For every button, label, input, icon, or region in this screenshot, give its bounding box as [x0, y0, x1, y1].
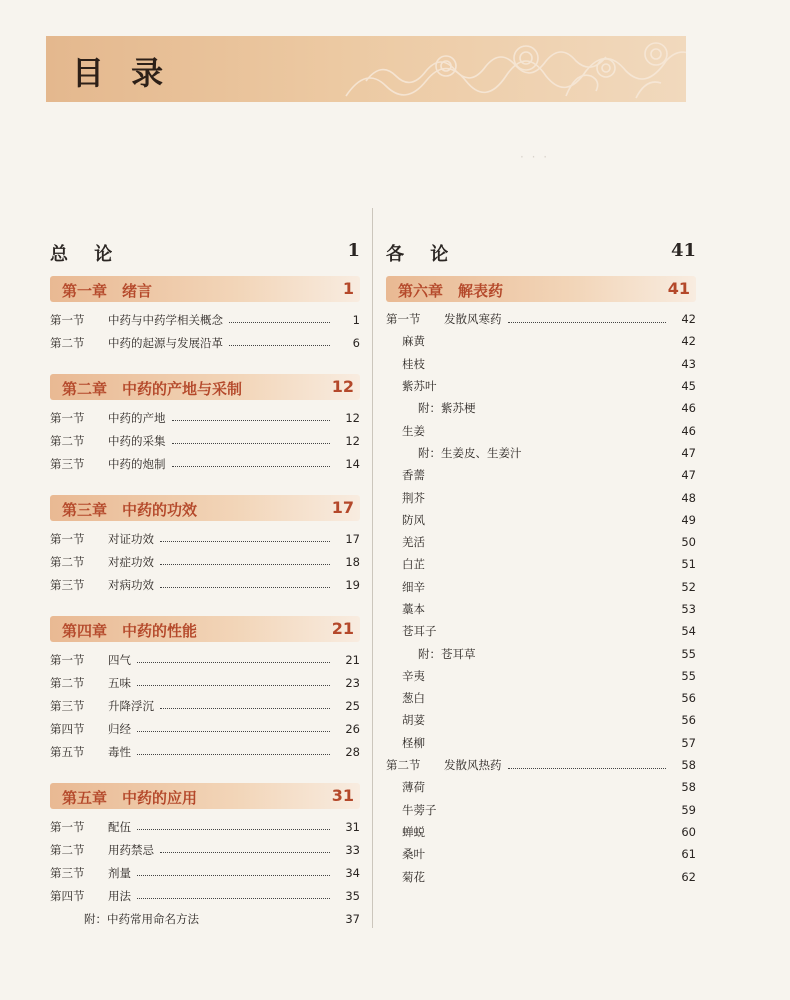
section-number: 第二节	[50, 433, 85, 448]
entry-title: 紫苏叶	[402, 379, 437, 394]
entry-title: 对症功效	[108, 554, 154, 569]
entry-title: 中药的产地	[108, 410, 166, 425]
entry-title: 羌活	[402, 535, 425, 550]
page-number: 58	[681, 780, 696, 795]
leader-dots	[172, 466, 331, 467]
page-number: 14	[345, 456, 360, 471]
entry-title: 四气	[108, 652, 131, 667]
entry-title: 薄荷	[402, 780, 425, 795]
toc-row[interactable]	[386, 799, 696, 821]
section-number: 第一节	[50, 312, 85, 327]
leader-dots	[160, 852, 330, 853]
section-number: 第三节	[50, 865, 85, 880]
toc-row[interactable]	[386, 509, 696, 531]
chapter-page: 12	[331, 377, 354, 396]
chapter-page: 17	[331, 498, 354, 517]
column-divider	[372, 208, 373, 928]
toc-row[interactable]	[50, 550, 360, 573]
toc-row[interactable]	[50, 861, 360, 884]
entry-title: 附：苍耳草	[418, 646, 476, 661]
leader-dots	[137, 754, 330, 755]
page-number: 52	[681, 579, 696, 594]
section-number: 第二节	[50, 842, 85, 857]
section-number: 第四节	[50, 888, 85, 903]
page-number: 43	[681, 356, 696, 371]
page-number: 34	[345, 865, 360, 880]
toc-row[interactable]	[50, 694, 360, 717]
page-number: 58	[681, 758, 696, 773]
section-number: 第三节	[50, 698, 85, 713]
toc-row[interactable]	[50, 406, 360, 429]
toc-row[interactable]	[386, 687, 696, 709]
chapter-heading[interactable]	[50, 616, 360, 642]
leader-dots	[137, 685, 330, 686]
section-number: 第三节	[50, 577, 85, 592]
page-number: 47	[681, 445, 696, 460]
page-number: 53	[681, 602, 696, 616]
entry-title: 葱白	[402, 691, 425, 706]
left-column	[50, 240, 360, 930]
page-number: 48	[681, 490, 696, 505]
page-number: 54	[681, 624, 696, 639]
page-number: 55	[681, 646, 696, 661]
page-number: 56	[681, 713, 696, 728]
toc-row-appendix[interactable]	[50, 907, 360, 930]
chapter-title: 第一章 绪言	[62, 282, 153, 300]
entry-title: 五味	[108, 675, 131, 690]
chapter-page: 41	[667, 279, 690, 298]
page-number: 62	[681, 869, 696, 884]
section-number: 第一节	[50, 652, 85, 667]
entry-title: 用药禁忌	[108, 842, 154, 857]
leader-dots	[160, 708, 330, 709]
entry-title: 胡荽	[402, 713, 425, 728]
page-number: 35	[345, 888, 360, 903]
page-number: 45	[681, 379, 696, 394]
toc-row[interactable]	[50, 429, 360, 452]
leader-dots	[137, 731, 330, 732]
entry-title: 对病功效	[108, 577, 154, 592]
part-title: 各 论	[386, 244, 459, 265]
section-number: 第四节	[50, 721, 85, 736]
leader-dots	[229, 345, 330, 346]
entry-title: 中药的炮制	[108, 456, 166, 471]
page-number: 33	[345, 842, 360, 857]
chapter-page: 1	[342, 279, 354, 298]
toc-row[interactable]	[386, 464, 696, 486]
entry-title: 附：中药常用命名方法	[84, 911, 199, 926]
toc-row[interactable]	[50, 648, 360, 671]
toc-row[interactable]	[386, 776, 696, 798]
leader-dots	[137, 662, 330, 663]
entry-title: 辛夷	[402, 668, 425, 683]
toc-title: 目 录	[72, 54, 172, 92]
page-number: 6	[352, 335, 360, 350]
section-number: 第三节	[50, 456, 85, 471]
section-number: 第二节	[50, 554, 85, 569]
toc-row[interactable]	[386, 821, 696, 843]
toc-row[interactable]	[50, 573, 360, 596]
entry-title: 藁本	[402, 602, 425, 616]
chapter-page: 21	[331, 619, 354, 638]
toc-row[interactable]	[50, 671, 360, 694]
entry-title: 牛蒡子	[402, 802, 437, 817]
page-number: 28	[345, 744, 360, 759]
entry-title: 毒性	[108, 744, 131, 759]
toc-row[interactable]	[50, 331, 360, 354]
part-title: 总 论	[50, 244, 123, 265]
toc-row[interactable]	[386, 442, 696, 464]
entry-title: 生姜	[402, 423, 425, 438]
page-number: 46	[681, 401, 696, 416]
toc-row[interactable]	[50, 308, 360, 331]
page-number: 46	[681, 423, 696, 438]
toc-row[interactable]	[386, 330, 696, 352]
chapter-heading[interactable]	[50, 495, 360, 521]
entry-title: 用法	[108, 888, 131, 903]
part-page: 41	[670, 240, 696, 261]
entry-title: 配伍	[108, 819, 131, 834]
part-page: 1	[347, 240, 360, 261]
page-number: 17	[345, 531, 360, 546]
entry-title: 细辛	[402, 579, 425, 594]
toc-row[interactable]	[50, 527, 360, 550]
chapter-title: 第五章 中药的应用	[62, 789, 198, 807]
toc-row[interactable]	[386, 531, 696, 553]
leader-dots	[160, 587, 330, 588]
section-number: 第一节	[386, 312, 421, 327]
chapter-title: 第六章 解表药	[398, 282, 504, 300]
page-number: 37	[345, 911, 360, 926]
toc-row[interactable]	[386, 732, 696, 754]
page-number: 55	[681, 668, 696, 683]
page-number: 47	[681, 468, 696, 483]
toc-row[interactable]	[386, 665, 696, 687]
leader-dots	[172, 420, 331, 421]
entry-title: 附：生姜皮、生姜汁	[418, 445, 522, 460]
page-number: 57	[681, 735, 696, 750]
page-number: 18	[345, 554, 360, 569]
entry-title: 桑叶	[402, 847, 425, 862]
toc-row[interactable]	[386, 865, 696, 887]
chapter-heading[interactable]	[386, 276, 696, 302]
chapter-title: 第三章 中药的功效	[62, 501, 198, 519]
toc-row[interactable]	[386, 843, 696, 865]
toc-row[interactable]	[50, 884, 360, 907]
page-number: 61	[681, 847, 696, 862]
section-number: 第二节	[50, 675, 85, 690]
entry-title: 菊花	[402, 869, 425, 884]
section-number: 第二节	[50, 335, 85, 350]
entry-title: 香薷	[402, 468, 425, 483]
page-number: 50	[681, 535, 696, 550]
toc-row[interactable]	[386, 598, 696, 620]
leader-dots	[137, 829, 330, 830]
toc-row[interactable]	[386, 397, 696, 419]
entry-title: 中药与中药学相关概念	[108, 312, 223, 327]
page-number: 60	[681, 824, 696, 839]
page-number: 49	[681, 512, 696, 527]
entry-title: 荆芥	[402, 490, 425, 505]
section-number: 第一节	[50, 531, 85, 546]
section-number: 第一节	[50, 410, 85, 425]
leader-dots	[160, 541, 330, 542]
toc-row[interactable]	[50, 452, 360, 475]
toc-banner	[46, 36, 686, 102]
entry-title: 附：紫苏梗	[418, 401, 476, 416]
page-number: 42	[681, 312, 696, 327]
part-heading-specific[interactable]	[386, 240, 696, 266]
entry-title: 防风	[402, 512, 425, 527]
chapter-title: 第四章 中药的性能	[62, 622, 198, 640]
toc-row[interactable]	[386, 419, 696, 441]
entry-title: 麻黄	[402, 334, 425, 349]
bleed-through-texture: · · ·	[520, 150, 550, 164]
toc-row[interactable]	[386, 486, 696, 508]
toc-row[interactable]	[386, 353, 696, 375]
entry-title: 中药的起源与发展沿革	[108, 335, 223, 350]
page-number: 19	[345, 577, 360, 592]
section-number: 第五节	[50, 744, 85, 759]
section-number: 第一节	[50, 819, 85, 834]
chapter-page: 31	[331, 786, 354, 805]
page-number: 12	[345, 410, 360, 425]
page-number: 1	[352, 312, 360, 327]
toc-row[interactable]	[50, 740, 360, 763]
toc-row[interactable]	[386, 754, 696, 776]
page-number: 26	[345, 721, 360, 736]
toc-row[interactable]	[386, 553, 696, 575]
page-number: 21	[345, 652, 360, 667]
chapter-heading[interactable]	[50, 276, 360, 302]
chapter-heading[interactable]	[50, 783, 360, 809]
entry-title: 升降浮沉	[108, 698, 154, 713]
entry-title: 白芷	[402, 557, 425, 572]
page-number: 42	[681, 334, 696, 349]
entry-title: 剂量	[108, 865, 131, 880]
leader-dots	[137, 898, 330, 899]
toc-row[interactable]	[50, 717, 360, 740]
leader-dots	[160, 564, 330, 565]
leader-dots	[137, 875, 330, 876]
part-heading-general[interactable]	[50, 240, 360, 266]
leader-dots	[508, 322, 667, 323]
toc-row[interactable]	[386, 375, 696, 397]
entry-title: 苍耳子	[402, 624, 437, 639]
entry-title: 蝉蜕	[402, 824, 425, 839]
page-number: 56	[681, 691, 696, 706]
leader-dots	[172, 443, 331, 444]
page-number: 31	[345, 819, 360, 834]
page-number: 12	[345, 433, 360, 448]
toc-row[interactable]	[386, 308, 696, 330]
toc-row[interactable]	[386, 576, 696, 598]
entry-title: 发散风寒药	[444, 312, 502, 327]
leader-dots	[508, 768, 667, 769]
chapter-heading[interactable]	[50, 374, 360, 400]
toc-row[interactable]	[386, 709, 696, 731]
entry-title: 发散风热药	[444, 758, 502, 773]
page-number: 51	[681, 557, 696, 572]
entry-title: 柽柳	[402, 735, 425, 750]
page-number: 59	[681, 802, 696, 817]
entry-title: 对证功效	[108, 531, 154, 546]
entry-title: 中药的采集	[108, 433, 166, 448]
entry-title: 桂枝	[402, 356, 425, 371]
page-number: 23	[345, 675, 360, 690]
entry-title: 归经	[108, 721, 131, 736]
section-number: 第二节	[386, 758, 421, 773]
right-column	[386, 240, 696, 888]
leader-dots	[229, 322, 330, 323]
toc-row[interactable]	[386, 642, 696, 664]
page-number: 25	[345, 698, 360, 713]
toc-row[interactable]	[386, 620, 696, 642]
chapter-title: 第二章 中药的产地与采制	[62, 380, 243, 398]
toc-row[interactable]	[50, 838, 360, 861]
toc-row[interactable]	[50, 815, 360, 838]
